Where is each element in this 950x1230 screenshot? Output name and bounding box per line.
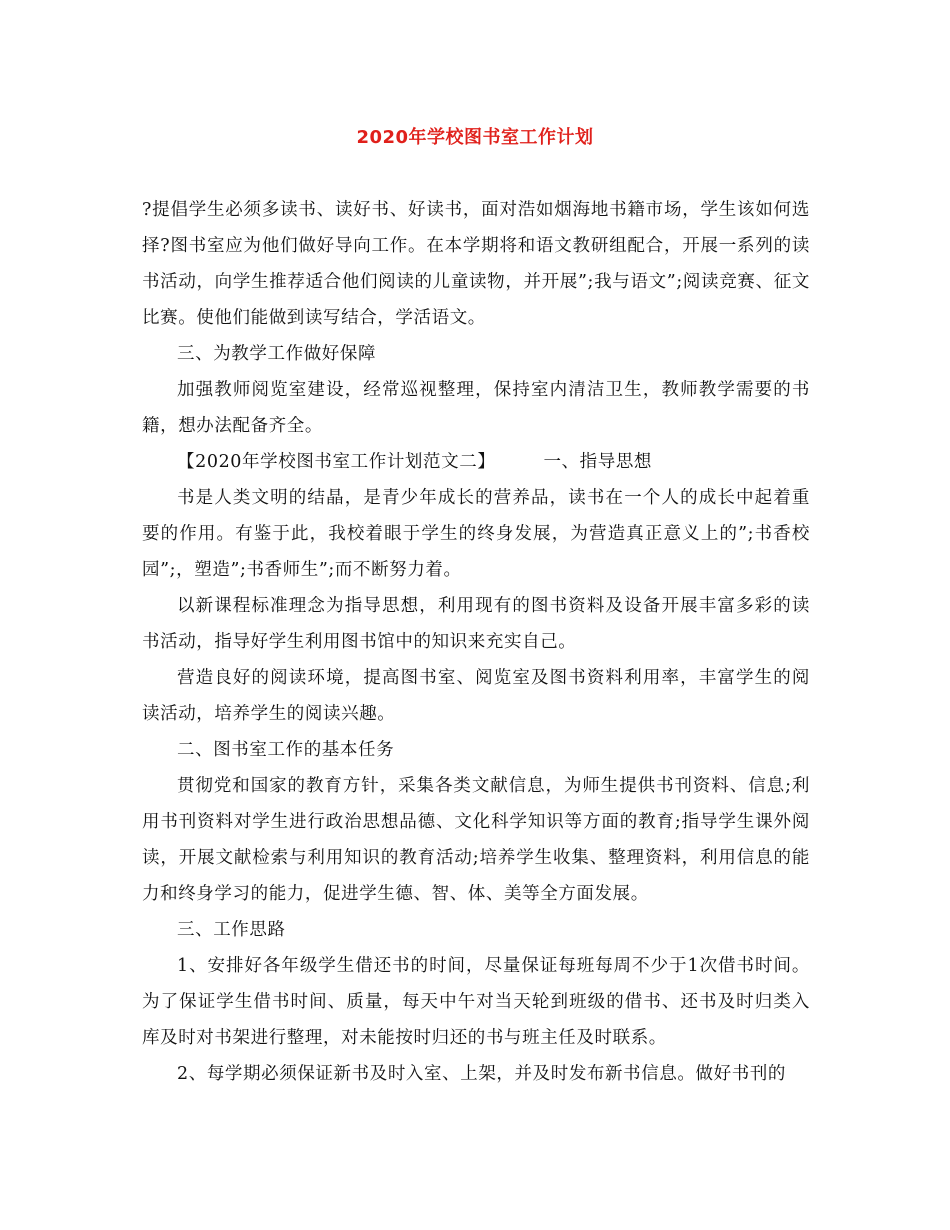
sample-subheading: 一、指导思想 bbox=[543, 452, 653, 472]
sample-heading-label: 【2020年学校图书室工作计划范文二】 bbox=[177, 452, 496, 472]
paragraph: 2、每学期必须保证新书及时入室、上架，并及时发布新书信息。做好书刊的 bbox=[177, 1064, 787, 1084]
paragraph: 营造良好的阅读环境，提高图书室、阅览室及图书资料利用率，丰富学生的阅读活动，培养学生的阅读兴趣。 bbox=[142, 668, 810, 724]
sample-heading bbox=[142, 444, 810, 480]
section-heading: 三、为教学工作做好保障 bbox=[177, 344, 377, 364]
paragraph: 加强教师阅览室建设，经常巡视整理，保持室内清洁卫生，教师教学需要的书籍，想办法配备齐全。 bbox=[142, 380, 810, 436]
paragraph: 书是人类文明的结晶，是青少年成长的营养品，读书在一个人的成长中起着重要的作用。有鉴于此，我校着眼于学生的终身发展，为营造真正意义上的”;书香校园”;，塑造”;书香师生”;而不断努力着。 bbox=[142, 488, 810, 580]
document-title: 2020年学校图书室工作计划 bbox=[356, 127, 594, 148]
document-body bbox=[142, 192, 810, 1092]
paragraph: 1、安排好各年级学生借还书的时间，尽量保证每班每周不少于1次借书时间。为了保证学生借书时间、质量，每天中午对当天轮到班级的借书、还书及时归类入库及时对书架进行整理，对未能按时归还的书与班主任及时联系。 bbox=[142, 956, 810, 1048]
paragraph: 以新课程标准理念为指导思想，利用现有的图书资料及设备开展丰富多彩的读书活动，指导好学生利用图书馆中的知识来充实自己。 bbox=[142, 596, 810, 652]
section-heading: 三、工作思路 bbox=[177, 920, 286, 940]
paragraph: ?提倡学生必须多读书、读好书、好读书，面对浩如烟海地书籍市场，学生该如何选择?图书室应为他们做好导向工作。在本学期将和语文教研组配合，开展一系列的读书活动，向学生推荐适合他们阅读的儿童读物，并开展”;我与语文”;阅读竞赛、征文比赛。使他们能做到读写结合，学活语文。 bbox=[142, 200, 810, 328]
paragraph: 贯彻党和国家的教育方针，采集各类文献信息，为师生提供书刊资料、信息;利用书刊资料对学生进行政治思想品德、文化科学知识等方面的教育;指导学生课外阅读，开展文献检索与利用知识的教育活动;培养学生收集、整理资料，利用信息的能力和终身学习的能力，促进学生德、智、体、美等全方面发展。 bbox=[142, 776, 810, 904]
section-heading: 二、图书室工作的基本任务 bbox=[177, 740, 395, 760]
